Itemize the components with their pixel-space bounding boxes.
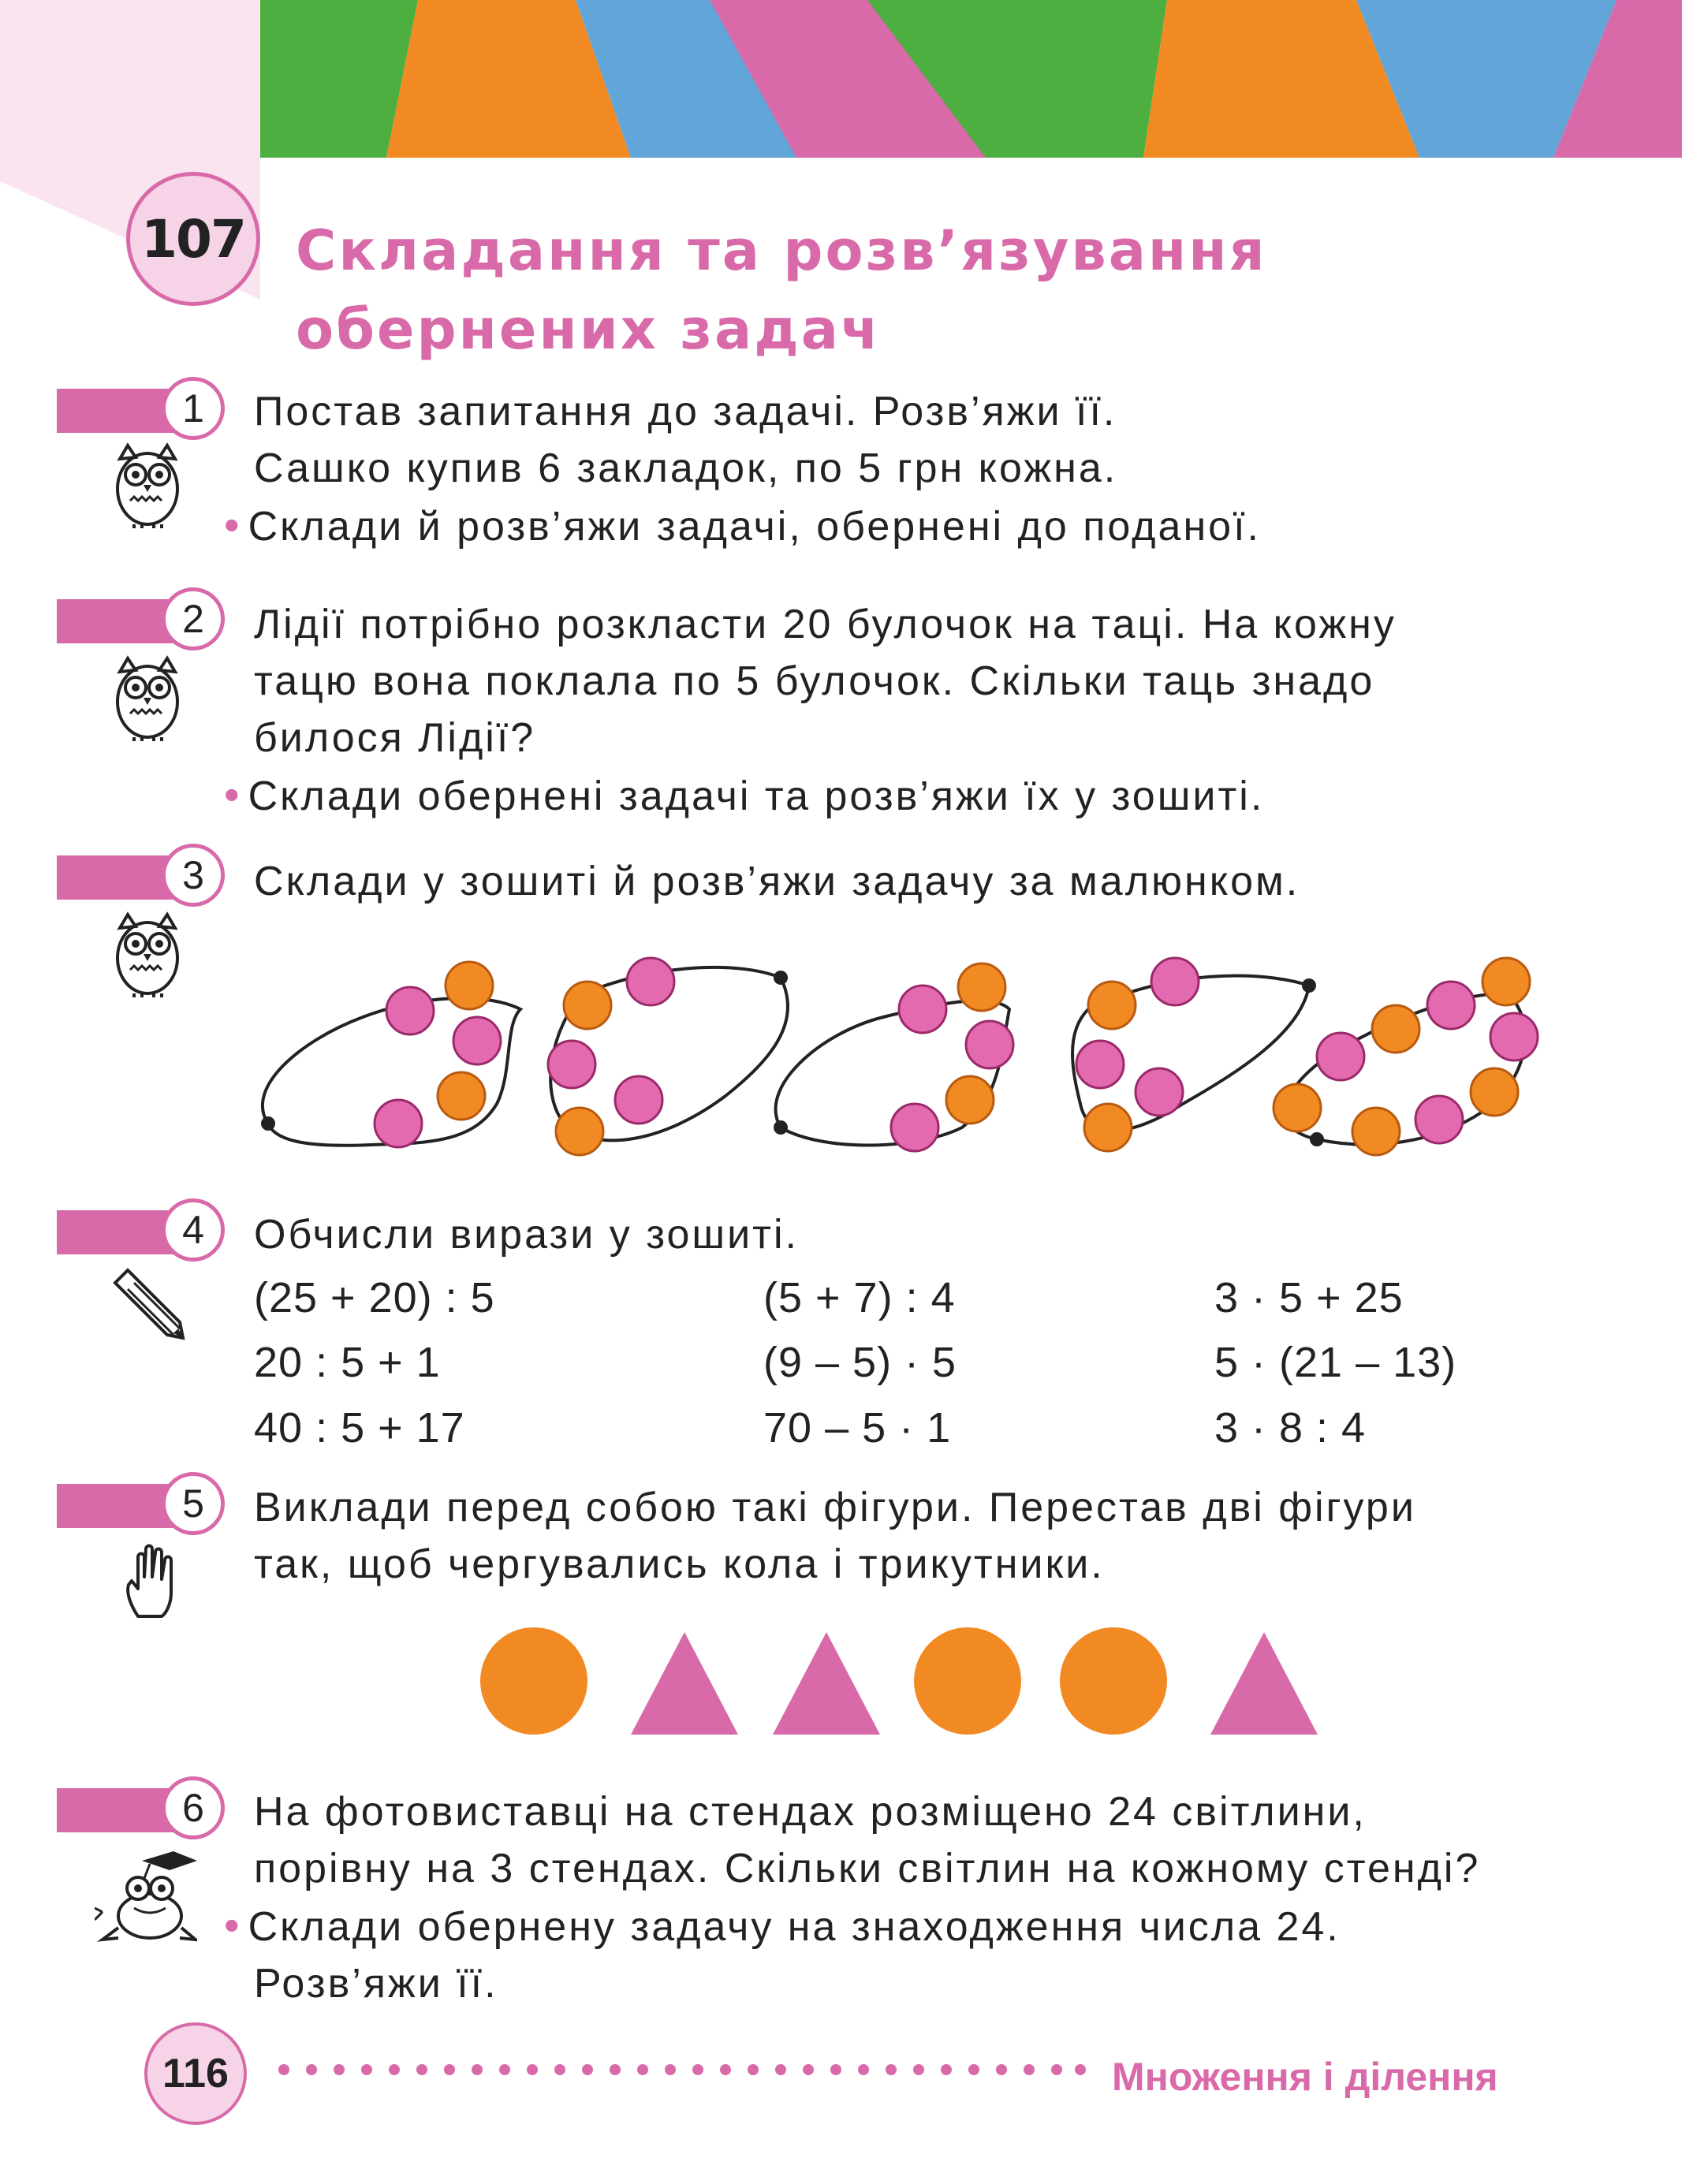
expression: (5 + 7) : 4 xyxy=(763,1274,956,1321)
expression: 5 · (21 – 13) xyxy=(1214,1339,1457,1386)
task-text xyxy=(254,1479,1547,1593)
task-number: 2 xyxy=(162,587,225,650)
owl-icon xyxy=(110,442,185,528)
task-line: Постав запитання до задачі. Розв’яжи її. xyxy=(254,389,1117,434)
shape-circle xyxy=(1060,1627,1167,1735)
bullet-text: Склади й розв’яжи задачі, обернені до поданої. xyxy=(248,504,1261,550)
expression: 40 : 5 + 17 xyxy=(254,1404,465,1452)
shape-circle xyxy=(914,1627,1021,1735)
bead-strings-picture xyxy=(252,946,1546,1167)
task-text xyxy=(254,1206,1547,1263)
task-text xyxy=(254,853,1547,910)
task-line: Склади у зошиті й розв’яжи задачу за малюнком. xyxy=(254,859,1300,904)
expression: (9 – 5) · 5 xyxy=(763,1339,957,1386)
page-number: 116 xyxy=(144,2022,247,2125)
task-line: Обчисли вирази у зошиті. xyxy=(254,1212,799,1258)
task-number: 1 xyxy=(162,377,225,440)
bullet-icon: • xyxy=(224,770,242,819)
task-number: 4 xyxy=(162,1198,225,1262)
bullet-icon: • xyxy=(224,500,242,550)
expression: (25 + 20) : 5 xyxy=(254,1274,495,1321)
frog-icon xyxy=(95,1845,197,1947)
task-text xyxy=(224,383,1547,555)
lesson-title xyxy=(296,211,1636,369)
task-line: Виклади перед собою такі фігури. Перестав дві фігури xyxy=(254,1485,1416,1530)
task-line: билося Лідії? xyxy=(254,715,536,761)
task-bullet xyxy=(224,766,1547,825)
task-number: 3 xyxy=(162,844,225,907)
shape-triangle xyxy=(773,1632,880,1735)
shape-triangle xyxy=(631,1632,738,1735)
expression: 20 : 5 + 1 xyxy=(254,1339,441,1386)
footer-dots xyxy=(276,2058,1088,2082)
lesson-number: 107 xyxy=(126,172,260,306)
owl-icon xyxy=(110,654,185,741)
task-line: Лідії потрібно розкласти 20 булочок на таці. На кожну xyxy=(254,602,1397,647)
task-line: порівну на 3 стендах. Скільки світлин на кожному стенді? xyxy=(254,1846,1481,1891)
pencil-icon xyxy=(110,1265,189,1344)
bullet-text: Склади обернені задачі та розв’яжи їх у зошиті. xyxy=(248,773,1265,819)
owl-icon xyxy=(110,911,185,997)
task-bullet xyxy=(224,497,1547,555)
task-number: 5 xyxy=(162,1472,225,1535)
expression: 3 · 8 : 4 xyxy=(1214,1404,1367,1452)
task-line: так, щоб чергувались кола і трикутники. xyxy=(254,1541,1105,1587)
section-title: Множення і ділення xyxy=(1112,2055,1498,2099)
shape-triangle xyxy=(1210,1632,1318,1735)
task-text xyxy=(224,596,1547,825)
task-line: На фотовиставці на стендах розміщено 24 світлини, xyxy=(254,1789,1367,1835)
shapes-row xyxy=(473,1624,1325,1742)
bullet-text: Склади обернену задачу на знаходження числа 24. xyxy=(248,1904,1341,1950)
task-bullet xyxy=(224,1897,1547,1955)
task-number: 6 xyxy=(162,1776,225,1839)
shape-circle xyxy=(480,1627,587,1735)
lesson-title-line1: Складання та розв’язування xyxy=(296,218,1267,283)
expression: 70 – 5 · 1 xyxy=(763,1404,952,1452)
expression: 3 · 5 + 25 xyxy=(1214,1274,1404,1321)
task-line: тацю вона поклала по 5 булочок. Скільки таць знадо xyxy=(254,658,1375,704)
hand-icon xyxy=(122,1541,185,1620)
task-line: Розв’яжи її. xyxy=(254,1961,498,2007)
task-line: Сашко купив 6 закладок, по 5 грн кожна. xyxy=(254,445,1118,491)
task-text xyxy=(224,1783,1547,2012)
lesson-title-line2: обернених задач xyxy=(296,297,882,362)
bullet-icon: • xyxy=(224,1900,242,1950)
